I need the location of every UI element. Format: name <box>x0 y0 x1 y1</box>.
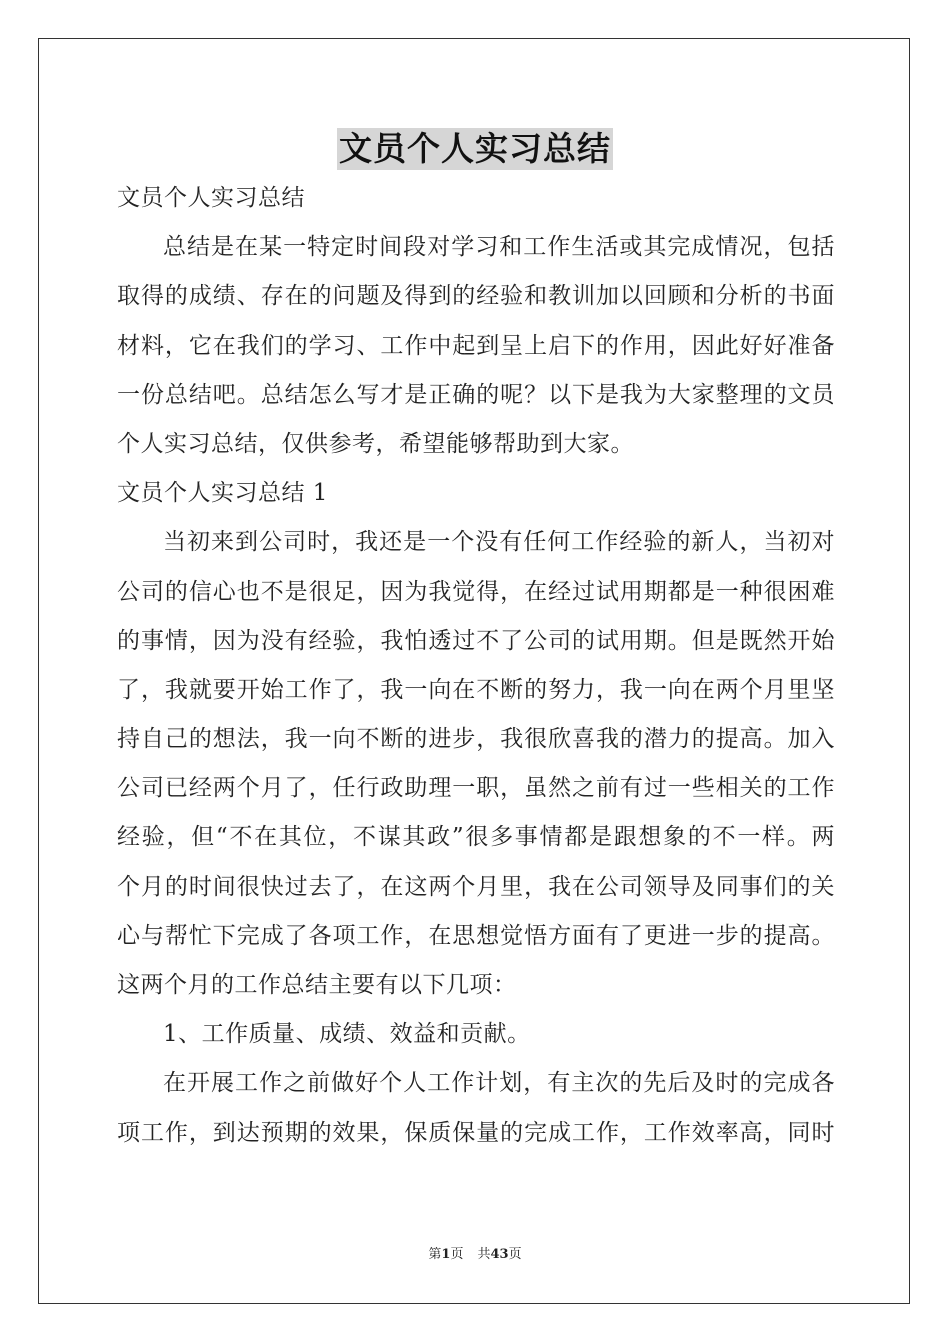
body-line: 公司的信心也不是很足，因为我觉得，在经过试用期都是一种很困难 <box>117 578 835 605</box>
body-line: 公司已经两个月了，任行政助理一职，虽然之前有过一些相关的工作 <box>117 775 835 802</box>
body-line: 这两个月的工作总结主要有以下几项： <box>117 972 517 998</box>
page-footer <box>0 1245 950 1265</box>
page-suffix: 页 <box>450 1247 464 1262</box>
subtitle: 文员个人实习总结 <box>117 185 305 211</box>
page-title: 文员个人实习总结 <box>339 129 611 168</box>
body-line: 当初来到公司时，我还是一个没有任何工作经验的新人，当初对 <box>163 529 835 556</box>
body-line: 的事情，因为没有经验，我怕透过不了公司的试用期。但是既然开始 <box>117 627 835 654</box>
body-line: 心与帮忙下完成了各项工作，在思想觉悟方面有了更进一步的提高。 <box>117 922 835 949</box>
intro-line: 总结是在某一特定时间段对学习和工作生活或其完成情况，包括 <box>163 234 835 261</box>
page-number: 1 <box>441 1247 451 1262</box>
body-line: 了，我就要开始工作了，我一向在不断的努力，我一向在两个月里坚 <box>117 676 835 703</box>
intro-line: 一份总结吧。总结怎么写才是正确的呢？以下是我为大家整理的文员 <box>117 381 835 408</box>
total-pages: 43 <box>490 1247 509 1262</box>
intro-line: 材料，它在我们的学习、工作中起到呈上启下的作用，因此好好准备 <box>117 332 835 359</box>
body-line: 个月的时间很快过去了，在这两个月里，我在公司领导及同事们的关 <box>117 873 835 900</box>
intro-line: 个人实习总结，仅供参考，希望能够帮助到大家。 <box>117 430 634 457</box>
section-heading: 文员个人实习总结 1 <box>117 480 328 507</box>
page-prefix: 第 <box>428 1247 442 1262</box>
document-body <box>117 174 835 1158</box>
body-line: 持自己的想法，我一向不断的进步，我很欣喜我的潜力的提高。加入 <box>117 726 835 753</box>
intro-line: 取得的成绩、存在的问题及得到的经验和教训加以回顾和分析的书面 <box>117 283 835 310</box>
body-line: 经验，但“不在其位，不谋其政”很多事情都是跟想象的不一样。两 <box>117 824 835 851</box>
body-line: 项工作，到达预期的效果，保质保量的完成工作，工作效率高，同时 <box>117 1119 835 1146</box>
total-prefix: 共 <box>477 1247 491 1262</box>
title-container <box>0 128 950 170</box>
body-line: 在开展工作之前做好个人工作计划，有主次的先后及时的完成各 <box>163 1070 835 1097</box>
item-heading: 1、工作质量、成绩、效益和贡献。 <box>163 1021 531 1048</box>
total-suffix: 页 <box>508 1247 522 1262</box>
